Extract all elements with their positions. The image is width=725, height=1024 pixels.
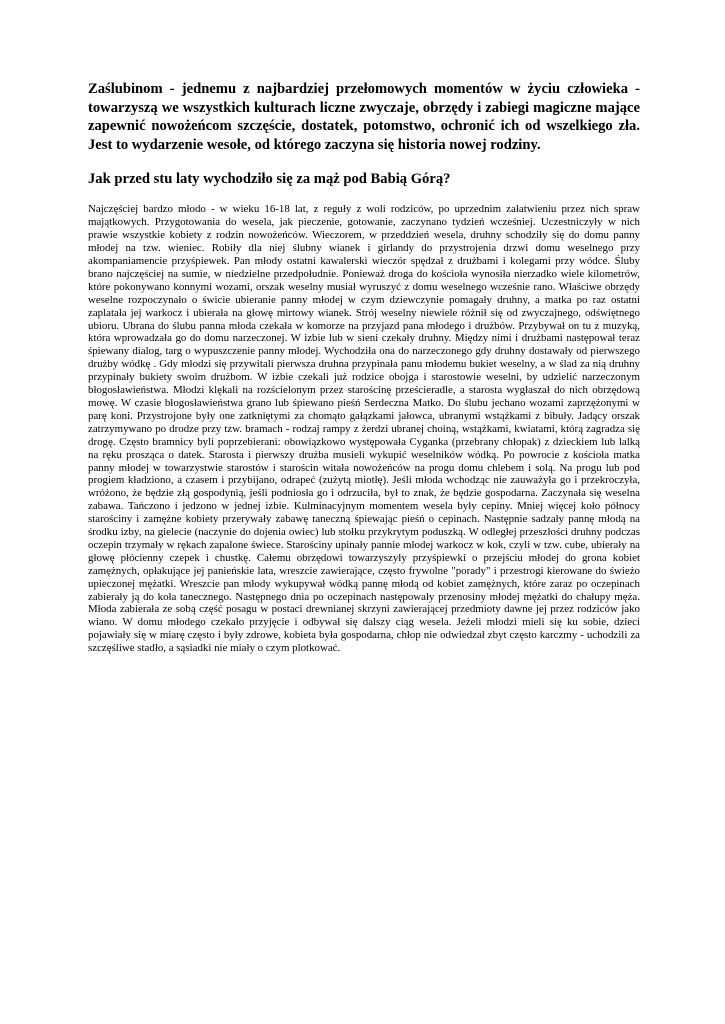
intro-paragraph: Zaślubinom - jednemu z najbardziej przełomowych momentów w życiu człowieka - towarzyszą we wszystkich kulturach liczne zwyczaje, obrzędy i zabiegi magiczne mające zapewnić nowożeńcom szczęście, dostatek, potomstwo, ochronić ich od wszelkiego zła. Jest to wydarzenie wesołe, od którego zaczyna się historia nowej rodziny. [88,81,640,153]
body-paragraph: Najczęściej bardzo młodo - w wieku 16-18 lat, z reguły z woli rodziców, po uprzednim załatwieniu przez nich spraw majątkowych. Przygotowania do wesela, jak pieczenie, gotowanie, zaczynano tydzień wcześniej. Uczestniczyły w nich prawie wszystkie kobiety z rodzin nowożeńców. Wieczorem, w przeddzień wesela, druhny schodziły się do domu panny młodej na tzw. wieniec. Robiły dla niej ślubny wianek i girlandy do przystrojenia drzwi domu weselnego przy akompaniamencie przyśpiewek. Pan młody ostatni kawalerski wieczór spędzał z drużbami i kolegami przy wódce. Śluby brano najczęściej na sumie, w niedzielne przedpołudnie. Ponieważ droga do kościoła wynosiła nierzadko wiele kilometrów, które pokonywano konnymi wozami, orszak weselny musiał wyruszyć z domu weselnego wcześnie rano. Właściwe obrzędy weselne rozpoczynało o świcie ubieranie panny młodej w czym dziewczynie pomagały druhny, a matka po raz ostatni zaplatała jej warkocz i ubierała na głowę mirtowy wianek. Strój weselny niewiele różnił się od zwyczajnego, odświętnego ubioru. Ubrana do ślubu panna młoda czekała w komorze na przyjazd pana młodego i drużbów. Przybywał on tu z muzyką, która wprowadzała go do domu narzeczonej. W izbie lub w sieni czekały druhny. Między nimi i drużbami następował teraz śpiewany dialog, targ o wypuszczenie panny młodej. Wychodziła ona do narzeczonego gdy druhny dostawały od pierwszego drużby wódkę . Gdy młodzi się przywitali pierwsza druhna przypinała panu młodemu bukiet weselny, a w ślad za nią druhny przypinały bukiety swoim drużbom. W izbie czekali już rodzice obojga i starostowie weselni, by udzielić narzeczonym błogosławieństwa. Młodzi klękali na rozścielonym przez starościnę prześcieradle, a starosta wygłaszał do nich obrzędową mowę. W czasie błogosławieństwa grano lub śpiewano pieśń Serdeczna Matko. Do ślubu jechano wozami zaprzężonymi w parę koni. Przystrojone były one zatkniętymi za chomąto gałązkami jałowca, ubranymi wstążkami z bibuły. Jadący orszak zatrzymywano po drodze przy tzw. bramach - rodzaj rampy z żerdzi ubranej choiną, wstążkami, kwiatami, którą zagradza się drogę. Często bramnicy byli poprzebierani: obowiązkowo występowała Cyganka (przebrany chłopak) z dzieckiem lub lalką na ręku prosząca o datek. Starosta i pierwszy drużba musieli wykupić weselników wódką. Po powrocie z kościoła matka panny młodej w towarzystwie starostów i starościn witała nowożeńców na progu domu chlebem i solą. Na progu lub pod progiem kładziono, a czasem i przybijano, odrapeć (zużytą miotłę). Jeśli młoda wchodząc nie zauważyła go i przekroczyła, wróżono, że będzie złą gospodynią, jeśli podniosła go i odrzuciła, był to znak, że będzie gospodarna. Zaczynała się weselna zabawa. Tańczono i jedzono w jednej izbie. Kulminacyjnym momentem wesela były cepiny. Mniej więcej koło północy starościny i zamężne kobiety przerywały zabawę taneczną śpiewając pieśń o cepinach. Następnie sadzały pannę młodą na środku izby, na gielecie (naczynie do dojenia owiec) lub stołku przykrytym poduszką. W odległej przeszłości druhny podczas oczepin trzymały w rękach zapalone świece. Starościny upinały pannie młodej warkocz w kok, czyli w tzw. cube, ubierały na głowę płócienny czepek i chustkę. Całemu obrzędowi towarzyszyły przyśpiewki o przejściu młodej do grona kobiet zamężnych, opłakujące jej panieńskie lata, wreszcie zawierające, często frywolne "porady" i przestrogi kierowane do świeżo upieczonej mężatki. Wreszcie pan młody wykupywał wódką pannę młodą od kobiet zamężnych, które zaraz po oczepinach zabierały ją do koła tanecznego. Następnego dnia po oczepinach następowały przenosiny młodej mężatki do chałupy męża. Młoda zabierała ze sobą część posagu w postaci drewnianej skrzyni zawierającej przedmioty dawne jej przez rodziców jako wiano. W domu młodego czekało przyjęcie i odbywał się dalszy ciąg wesela. Jeżeli młodzi mieli się ku sobie, dzieci pojawiały się w miarę często i były zdrowe, kobieta była gospodarna, chłop nie odwiedzał zbyt często karczmy - uchodzili za szczęśliwe stadło, a sąsiadki nie miały o czym plotkować. [88,203,640,655]
document-page [88,80,640,655]
section-heading: Jak przed stu laty wychodziło się za mąż pod Babią Górą? [88,171,451,188]
